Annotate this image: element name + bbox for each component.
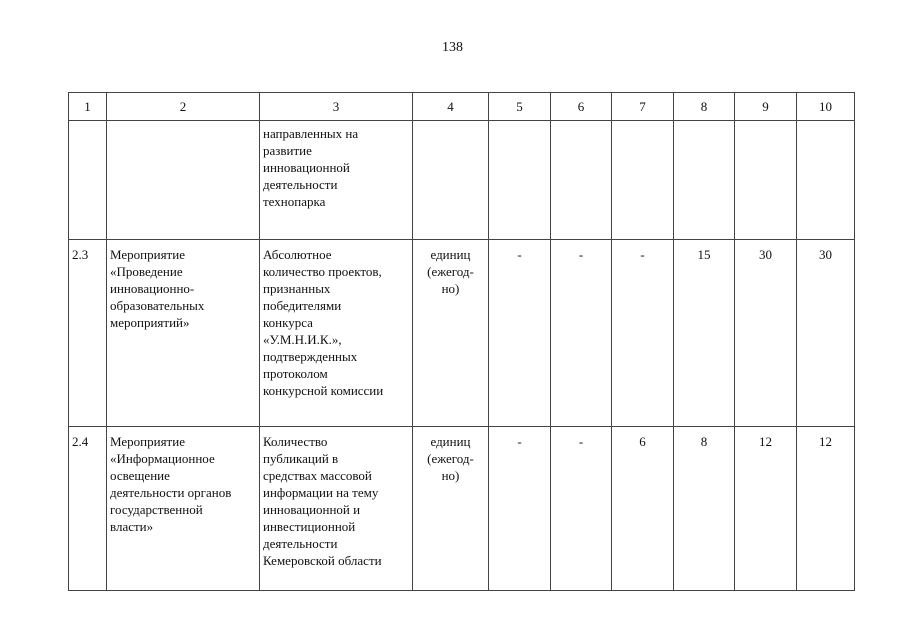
- value-cell: [797, 121, 855, 240]
- column-header: 6: [551, 93, 612, 121]
- column-header: 1: [69, 93, 107, 121]
- value-cell: [735, 121, 797, 240]
- indicator-cell: Абсолютное количество проектов, признанных победителями конкурса «У.М.Н.И.К.», подтвержденных протоколом конкурсной комиссии: [260, 240, 413, 427]
- unit-cell: единиц (ежегод- но): [413, 240, 489, 427]
- value-cell: -: [551, 240, 612, 427]
- value-cell: 30: [797, 240, 855, 427]
- value-cell: 30: [735, 240, 797, 427]
- value-cell: 15: [674, 240, 735, 427]
- value-cell: [674, 121, 735, 240]
- item-number-cell: 2.4: [69, 427, 107, 591]
- program-indicators-table: [68, 92, 855, 591]
- item-number-cell: 2.3: [69, 240, 107, 427]
- table-row: [69, 121, 855, 240]
- value-cell: 6: [612, 427, 674, 591]
- column-header: 3: [260, 93, 413, 121]
- value-cell: [612, 121, 674, 240]
- unit-cell: [413, 121, 489, 240]
- value-cell: -: [489, 427, 551, 591]
- column-header: 8: [674, 93, 735, 121]
- column-header: 5: [489, 93, 551, 121]
- column-header: 4: [413, 93, 489, 121]
- activity-cell: Мероприятие «Проведение инновационно- образовательных мероприятий»: [107, 240, 260, 427]
- table-row: [69, 240, 855, 427]
- indicator-cell: Количество публикаций в средствах массовой информации на тему инновационной и инвестиционной деятельности Кемеровской области: [260, 427, 413, 591]
- value-cell: 12: [797, 427, 855, 591]
- activity-cell: Мероприятие «Информационное освещение деятельности органов государственной власти»: [107, 427, 260, 591]
- item-number-cell: [69, 121, 107, 240]
- column-header: 9: [735, 93, 797, 121]
- value-cell: -: [551, 427, 612, 591]
- table-row: [69, 427, 855, 591]
- column-header: 10: [797, 93, 855, 121]
- value-cell: 8: [674, 427, 735, 591]
- value-cell: 12: [735, 427, 797, 591]
- unit-cell: единиц (ежегод- но): [413, 427, 489, 591]
- page-number: 138: [442, 40, 463, 55]
- indicator-cell: направленных на развитие инновационной деятельности технопарка: [260, 121, 413, 240]
- value-cell: -: [612, 240, 674, 427]
- activity-cell: [107, 121, 260, 240]
- value-cell: -: [489, 240, 551, 427]
- table-header-row: [69, 93, 855, 121]
- column-header: 7: [612, 93, 674, 121]
- value-cell: [489, 121, 551, 240]
- value-cell: [551, 121, 612, 240]
- column-header: 2: [107, 93, 260, 121]
